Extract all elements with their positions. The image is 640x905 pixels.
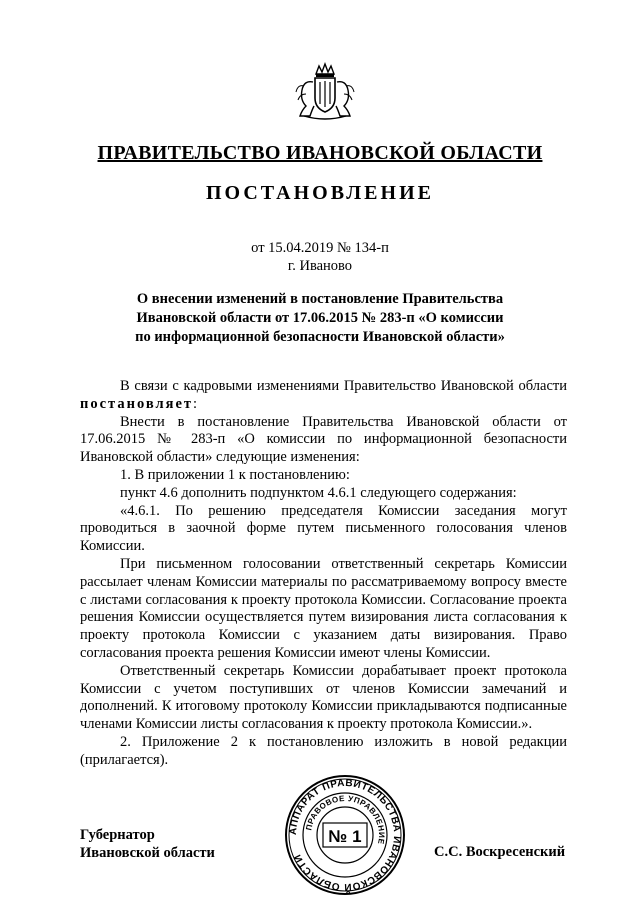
subject-line: по информационной безопасности Ивановской области» [135,329,505,345]
body-paragraph [80,378,567,414]
subject-line: О внесении изменений в постановление Правительства [136,291,504,307]
signatory-title-line: Ивановской области [80,845,215,861]
coat-of-arms-icon [290,62,360,122]
signatory-title [80,826,215,862]
body-paragraph: 1. В приложении 1 к постановлению: [120,466,350,483]
resolution-keyword: постановляет [80,395,194,412]
organization-title: ПРАВИТЕЛЬСТВО ИВАНОВСКОЙ ОБЛАСТИ [97,142,543,164]
stamp-ring-text: АППАРАТ ПРАВИТЕЛЬСТВА ИВАНОВСКОЙ ОБЛАСТИ [287,777,403,893]
paragraph-punct: : [193,395,198,412]
seal-stamp-icon [284,774,406,896]
body-paragraph: Ответственный секретарь Комиссии дорабатывает проект протокола Комиссии с учетом поступивших от членов Комиссии замечаний и дополнений. К итоговому протоколу Комиссии прикладываются подписанные членами Комиссии листы согласования к проекту протокола Комиссии.». [80,662,567,733]
document-type: ПОСТАНОВЛЕНИЕ [206,182,434,204]
document-city: г. Иваново [287,258,353,274]
body-paragraph: При письменном голосовании ответственный секретарь Комиссии рассылает членам Комиссии материалы по рассматриваемому вопросу вместе с листами согласования к проекту протокола Комиссии. Согласование проекта решения Комиссии осуществляется путем визирования листа согласования к проекту протокола Комиссии с указанием даты визирования. Право согласования проекта решения Комиссии имеют члены Комиссии. [80,555,567,661]
signatory-title-line: Губернатор [80,827,155,843]
body-paragraph: «4.6.1. По решению председателя Комиссии заседания могут проводиться в заочной форме путем письменного голосования членов Комиссии. [80,502,567,555]
stamp-inner-text: ПРАВОВОЕ УПРАВЛЕНИЕ [304,793,387,846]
document-body [80,378,567,770]
body-paragraph: 2. Приложение 2 к постановлению изложить в новой редакции (прилагается). [80,733,567,768]
subject-line: Ивановской области от 17.06.2015 № 283-п «О комиссии [136,310,504,326]
body-paragraph: Внести в постановление Правительства Ивановской области от 17.06.2015 № 283-п «О комиссии по информационной безопасности Ивановской области» следующие изменения: [80,413,567,466]
body-paragraph: пункт 4.6 дополнить подпунктом 4.6.1 следующего содержания: [120,484,517,501]
stamp-number: № 1 [328,827,362,846]
document-date-number: от 15.04.2019 № 134-п [251,240,389,256]
document-subject [120,290,520,347]
paragraph-text: В связи с кадровыми изменениями Правительство Ивановской области [120,378,567,394]
signatory-name: С.С. Воскресенский [434,844,566,860]
